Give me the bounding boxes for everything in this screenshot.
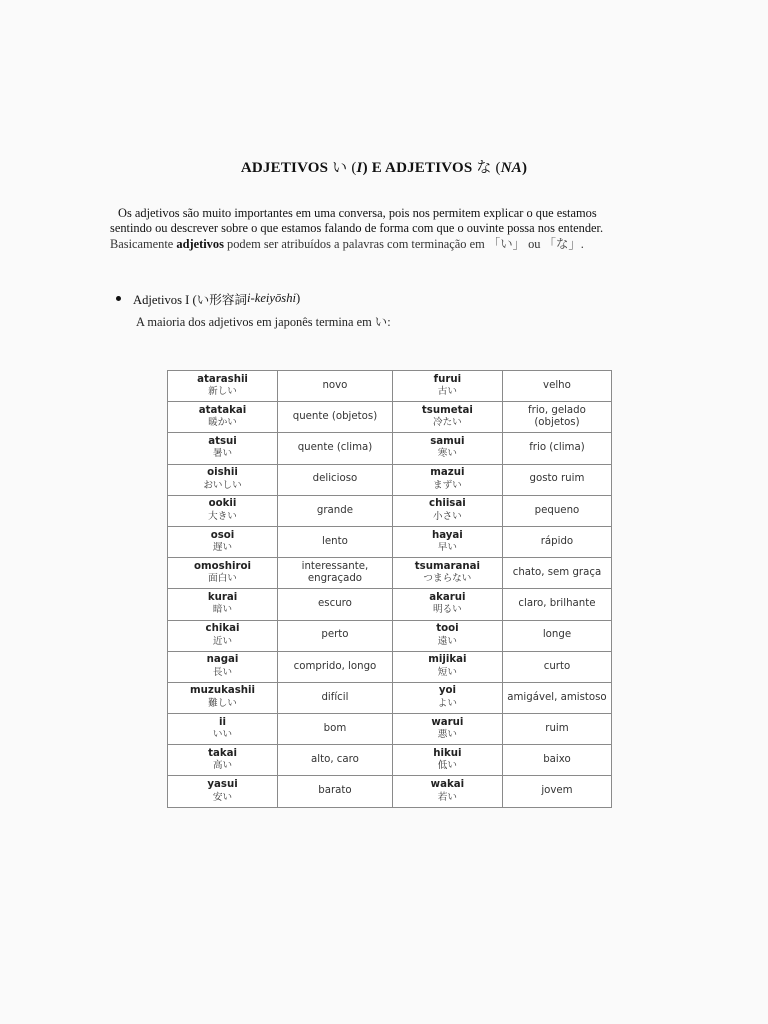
table-row	[168, 589, 612, 620]
romaji-word: mazui	[430, 467, 465, 479]
antonym-cell	[392, 714, 502, 745]
romaji-word: takai	[208, 747, 237, 759]
antonym-cell	[392, 651, 502, 682]
meaning-cell: difícil	[278, 682, 393, 713]
adjective-cell	[168, 589, 278, 620]
romaji-word: atarashii	[197, 373, 248, 385]
romaji-word: ii	[219, 716, 227, 728]
table-row	[168, 682, 612, 713]
bracket-na: 「な」	[543, 237, 581, 251]
antonym-cell	[392, 371, 502, 402]
meaning-cell: perto	[278, 620, 393, 651]
romaji-word: atsui	[208, 435, 237, 447]
meaning-cell: quente (clima)	[278, 433, 393, 464]
intro-line3-pre: Basicamente	[110, 237, 177, 251]
table-row	[168, 620, 612, 651]
antonym-meaning-cell: frio (clima)	[502, 433, 611, 464]
intro-line-3	[110, 237, 660, 252]
antonym-cell	[392, 495, 502, 526]
antonym-cell	[392, 433, 502, 464]
table-row	[168, 371, 612, 402]
intro-line-2: sentindo ou descrever sobre o que estamos falando de forma com que o ouvinte possa nos entender.	[110, 221, 604, 235]
meaning-cell: quente (objetos)	[278, 402, 393, 433]
adjective-cell	[168, 495, 278, 526]
antonym-meaning-cell: rápido	[502, 526, 611, 557]
japanese-word: 早い	[437, 542, 457, 554]
meaning-cell: lento	[278, 526, 393, 557]
title-close: )	[521, 160, 528, 176]
meaning-cell: delicioso	[278, 464, 393, 495]
antonym-cell	[392, 558, 502, 589]
intro-line3-bold: adjetivos	[176, 237, 224, 251]
adjective-cell	[168, 682, 278, 713]
japanese-word: 長い	[212, 666, 233, 678]
antonym-meaning-cell: jovem	[502, 776, 611, 807]
adjective-cell	[168, 371, 278, 402]
romaji-word: tooi	[436, 623, 459, 635]
adjective-cell	[168, 402, 278, 433]
antonym-cell	[392, 776, 502, 807]
antonym-meaning-cell: pequeno	[502, 495, 611, 526]
intro-paragraph	[110, 206, 660, 252]
section-heading	[116, 289, 300, 308]
japanese-word: 明るい	[433, 604, 462, 616]
antonym-meaning-cell: ruim	[502, 714, 611, 745]
antonym-meaning-cell: baixo	[502, 745, 611, 776]
adjective-cell	[168, 745, 278, 776]
romaji-word: chiisai	[429, 498, 466, 510]
japanese-word: 新しい	[208, 386, 237, 398]
romaji-word: nagai	[206, 654, 239, 666]
antonym-meaning-cell: velho	[502, 371, 611, 402]
antonym-cell	[392, 682, 502, 713]
antonym-cell	[392, 464, 502, 495]
adjectives-table-body	[168, 371, 612, 808]
section-close: )	[296, 291, 301, 305]
antonym-cell	[392, 526, 502, 557]
japanese-word: 面白い	[208, 573, 237, 585]
antonym-cell	[392, 402, 502, 433]
meaning-cell: barato	[278, 776, 393, 807]
meaning-cell: novo	[278, 371, 393, 402]
table-row	[168, 433, 612, 464]
intro-ou: ou	[524, 237, 544, 251]
table-row	[168, 745, 612, 776]
japanese-word: 悪い	[437, 729, 457, 741]
table-row	[168, 526, 612, 557]
japanese-word: いい	[212, 729, 233, 741]
romaji-word: hayai	[431, 529, 463, 541]
japanese-word: 短い	[437, 666, 457, 678]
antonym-meaning-cell: curto	[502, 651, 611, 682]
japanese-word: 若い	[437, 791, 457, 803]
japanese-word: 小さい	[433, 510, 462, 522]
meaning-cell: alto, caro	[278, 745, 393, 776]
adjective-cell	[168, 433, 278, 464]
japanese-word: つまらない	[423, 573, 472, 585]
adjective-cell	[168, 464, 278, 495]
antonym-meaning-cell: frio, gelado (objetos)	[502, 402, 611, 433]
meaning-cell: bom	[278, 714, 393, 745]
japanese-word: 冷たい	[433, 417, 462, 429]
japanese-word: 寒い	[437, 448, 457, 460]
table-row	[168, 558, 612, 589]
title-letter-i: I	[356, 160, 363, 176]
romaji-word: furui	[433, 373, 462, 385]
romaji-word: osoi	[210, 529, 235, 541]
antonym-cell	[392, 745, 502, 776]
intro-line-1: Os adjetivos são muito importantes em uma conversa, pois nos permitem explicar o que estamos	[118, 206, 597, 220]
table-row	[168, 651, 612, 682]
romaji-word: akarui	[429, 591, 466, 603]
adjective-cell	[168, 714, 278, 745]
antonym-meaning-cell: amigável, amistoso	[502, 682, 611, 713]
antonym-cell	[392, 589, 502, 620]
japanese-word: 暖かい	[208, 417, 237, 429]
antonym-meaning-cell: chato, sem graça	[502, 558, 611, 589]
romaji-word: kurai	[207, 591, 238, 603]
romaji-word: oishii	[207, 467, 238, 479]
romaji-word: mijikai	[428, 654, 467, 666]
romaji-word: omoshiroi	[194, 560, 251, 572]
title-kana-na: な (	[472, 160, 501, 176]
japanese-word: 暗い	[212, 604, 233, 616]
title-kana-i: い (	[328, 160, 357, 176]
page-title	[0, 156, 768, 177]
romaji-word: chikai	[205, 623, 240, 635]
table-row	[168, 776, 612, 807]
romaji-word: warui	[431, 716, 464, 728]
japanese-word: 近い	[212, 635, 233, 647]
antonym-meaning-cell: longe	[502, 620, 611, 651]
antonym-cell	[392, 620, 502, 651]
japanese-word: 低い	[437, 760, 457, 772]
title-part1: ADJETIVOS	[240, 160, 329, 176]
bullet-icon	[116, 296, 121, 301]
section-italic: i-keiyōshi	[247, 291, 297, 305]
japanese-word: 暑い	[212, 448, 233, 460]
japanese-word: 遅い	[212, 542, 233, 554]
antonym-meaning-cell: claro, brilhante	[502, 589, 611, 620]
japanese-word: 遠い	[437, 635, 457, 647]
table-row	[168, 464, 612, 495]
adjective-cell	[168, 526, 278, 557]
japanese-word: よい	[437, 697, 457, 709]
meaning-cell: escuro	[278, 589, 393, 620]
japanese-word: 高い	[212, 760, 233, 772]
romaji-word: hikui	[433, 747, 462, 759]
japanese-word: おいしい	[203, 479, 242, 491]
romaji-word: tsumaranai	[414, 560, 480, 572]
intro-line3-post: podem ser atribuídos a palavras com terminação em	[223, 237, 488, 251]
title-letter-na: NA	[500, 160, 522, 176]
romaji-word: atatakai	[198, 404, 247, 416]
meaning-cell: comprido, longo	[278, 651, 393, 682]
romaji-word: ookii	[208, 498, 237, 510]
japanese-word: 難しい	[208, 697, 237, 709]
section-subline: A maioria dos adjetivos em japonês termina em い:	[136, 315, 391, 329]
meaning-cell: interessante, engraçado	[278, 558, 393, 589]
table-row	[168, 714, 612, 745]
romaji-word: muzukashii	[190, 685, 256, 697]
intro-end: .	[580, 237, 584, 251]
section-label: Adjetivos I (い形容詞	[133, 293, 248, 307]
antonym-meaning-cell: gosto ruim	[502, 464, 611, 495]
bracket-i: 「い」	[487, 237, 525, 251]
title-part2: ) E ADJETIVOS	[362, 160, 473, 176]
japanese-word: 安い	[212, 791, 233, 803]
romaji-word: yasui	[207, 779, 238, 791]
romaji-word: samui	[430, 435, 465, 447]
japanese-word: 古い	[437, 386, 457, 398]
meaning-cell: grande	[278, 495, 393, 526]
japanese-word: 大きい	[208, 510, 237, 522]
adjective-cell	[168, 651, 278, 682]
table-row	[168, 402, 612, 433]
adjective-cell	[168, 776, 278, 807]
japanese-word: まずい	[433, 479, 462, 491]
romaji-word: tsumetai	[421, 404, 473, 416]
romaji-word: wakai	[430, 779, 465, 791]
adjective-cell	[168, 620, 278, 651]
table-row	[168, 495, 612, 526]
romaji-word: yoi	[438, 685, 456, 697]
adjectives-table	[167, 370, 612, 808]
adjective-cell	[168, 558, 278, 589]
